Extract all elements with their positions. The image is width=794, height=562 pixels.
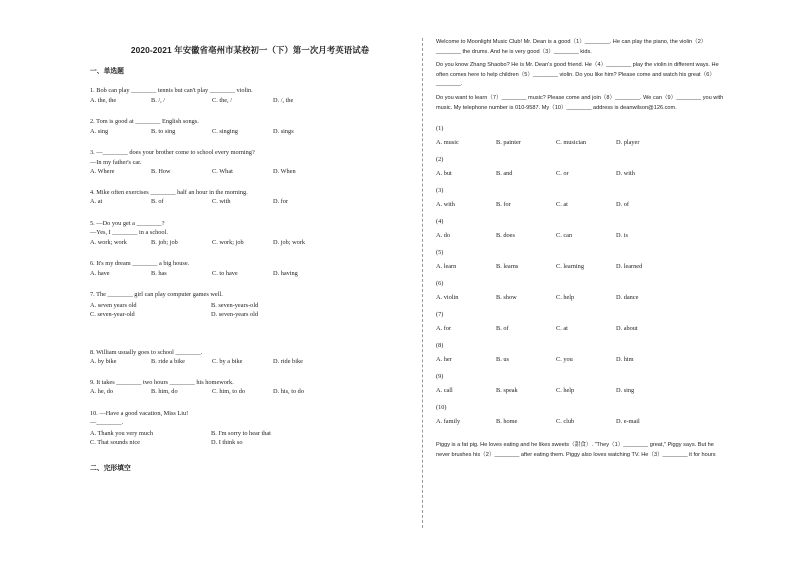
cloze-option: D. is <box>616 232 628 240</box>
answer-option: C. That sounds nice <box>90 439 140 446</box>
answer-options <box>90 197 410 207</box>
question-stem-line2: —In my father's car. <box>90 158 142 166</box>
question-stem: 7. The ________ girl can play computer games well. <box>90 291 223 298</box>
answer-option: D. ride bike <box>273 358 303 365</box>
answer-option: A. Where <box>90 168 115 175</box>
cloze-option: B. and <box>496 170 513 178</box>
cloze-option: A. with <box>436 201 455 209</box>
cloze-item <box>436 124 768 147</box>
cloze-option: D. about <box>616 325 638 333</box>
cloze-options <box>436 138 768 147</box>
answer-options <box>90 167 410 177</box>
right-column <box>436 38 768 460</box>
question-item <box>90 148 410 177</box>
answer-options <box>90 127 410 137</box>
answer-option: C. with <box>212 198 231 205</box>
cloze-number: (10) <box>436 404 447 412</box>
column-divider <box>422 38 423 528</box>
cloze-options <box>436 200 768 209</box>
cloze-option: A. violin <box>436 294 459 302</box>
cloze-options <box>436 169 768 178</box>
cloze-options <box>436 231 768 240</box>
answer-option: A. sing <box>90 127 109 135</box>
cloze-options-list <box>436 124 768 426</box>
passage-line: never brushes his（2）________ after eating them. Piggy also loves watching TV. He（3）________ it for hours <box>436 451 716 458</box>
answer-option: D. /, the <box>273 96 294 104</box>
answer-option: D. for <box>273 198 289 205</box>
cloze-item <box>436 155 768 178</box>
cloze-number: (6) <box>436 280 444 288</box>
question-list <box>90 86 410 448</box>
question-item <box>90 290 410 320</box>
answer-option: A. Thank you very much <box>90 429 154 437</box>
answer-option: C. What <box>212 168 233 175</box>
question-stem-line2: —Yes, I ________ in a school. <box>90 229 168 236</box>
question-item <box>90 117 410 136</box>
cloze-option: B. us <box>496 356 509 364</box>
answer-options <box>90 238 410 248</box>
answer-option: D. his, to do <box>273 388 304 395</box>
answer-option: C. him, to do <box>212 388 246 395</box>
answer-option: B. seven-years-old <box>211 301 259 309</box>
answer-option: C. by a bike <box>212 358 243 365</box>
cloze-passage-1 <box>436 38 768 113</box>
answer-option: B. job; job <box>151 238 178 246</box>
question-stem: 9. It takes ________ two hours ________ his homework. <box>90 378 234 386</box>
cloze-number: (5) <box>436 249 444 257</box>
question-item <box>90 259 410 278</box>
question-stem: 2. Tom is good at ________ English songs. <box>90 118 199 125</box>
answer-option: B. him, do <box>151 388 178 395</box>
cloze-option: D. sing <box>616 387 635 395</box>
passage-line: Welcome to Moonlight Music Club! Mr. Dean is a good（1）________. He can play the piano, the violin（2） <box>436 39 707 45</box>
cloze-option: A. call <box>436 387 453 395</box>
cloze-option: A. for <box>436 325 452 333</box>
question-item <box>90 219 410 248</box>
cloze-option: D. him <box>616 356 634 364</box>
cloze-item <box>436 248 768 271</box>
cloze-option: A. learn <box>436 263 457 271</box>
cloze-option: B. does <box>496 232 515 240</box>
cloze-option: C. at <box>556 201 568 209</box>
question-item <box>90 409 410 448</box>
answer-option: B. to sing <box>151 127 176 135</box>
answer-option: B. I'm sorry to hear that <box>211 429 271 437</box>
cloze-option: C. club <box>556 418 575 426</box>
cloze-option: C. you <box>556 356 573 364</box>
page-title: 2020-2021 年安徽省亳州市某校初一（下）第一次月考英语试卷 <box>130 45 370 55</box>
cloze-options <box>436 417 768 426</box>
cloze-option: A. but <box>436 170 452 178</box>
answer-option: C. work; job <box>212 238 244 246</box>
passage-line: Do you want to learn（7）________ music? Please come and join（8）________. We can（9）________ you with <box>436 94 724 101</box>
passage-line: ________ the drums. And he is very good（3）________ kids. <box>436 48 592 55</box>
cloze-options <box>436 324 768 333</box>
question-stem: 10. —Have a good vacation, Miss Liu! <box>90 409 189 417</box>
cloze-option: B. show <box>496 294 517 302</box>
cloze-number: (2) <box>436 156 444 164</box>
cloze-option: A. her <box>436 356 452 364</box>
cloze-options <box>436 355 768 364</box>
cloze-option: C. at <box>556 325 568 333</box>
cloze-item <box>436 217 768 240</box>
question-item <box>90 188 410 207</box>
answer-option: B. How <box>151 168 171 175</box>
question-stem: 4. Mike often exercises ________ half an hour in the morning. <box>90 188 248 196</box>
cloze-option: B. learns <box>496 263 519 271</box>
cloze-option: A. do <box>436 232 450 240</box>
answer-option: A. by bike <box>90 358 117 365</box>
question-stem-line2: —________. <box>90 419 124 426</box>
cloze-item <box>436 372 768 395</box>
cloze-item <box>436 310 768 333</box>
cloze-option: A. music <box>436 139 459 147</box>
answer-options <box>90 96 410 106</box>
question-item <box>90 348 410 367</box>
answer-options <box>90 301 410 320</box>
cloze-option: B. for <box>496 201 511 209</box>
cloze-option: A. family <box>436 418 461 426</box>
cloze-option: B. home <box>496 418 518 426</box>
answer-option: D. seven-years old <box>211 311 259 318</box>
answer-option: D. job; work <box>273 238 306 246</box>
cloze-option: B. speak <box>496 387 518 395</box>
answer-options <box>90 429 410 448</box>
question-stem: 1. Bob can play ________ tennis but can't play ________ violin. <box>90 87 253 94</box>
cloze-option: B. of <box>496 325 509 333</box>
cloze-option: C. musician <box>556 139 587 147</box>
cloze-number: (7) <box>436 311 444 319</box>
answer-option: B. has <box>151 269 167 277</box>
cloze-option: C. or <box>556 170 569 178</box>
question-item <box>90 86 410 105</box>
cloze-option: C. learning <box>556 263 584 271</box>
answer-options <box>90 357 410 367</box>
cloze-option: C. help <box>556 387 575 395</box>
cloze-option: D. of <box>616 201 629 209</box>
answer-options <box>90 269 410 279</box>
answer-option: C. seven-year-old <box>90 311 135 318</box>
question-stem: 8. William usually goes to school ________. <box>90 348 203 356</box>
answer-option: D. sings <box>273 127 294 135</box>
cloze-option: B. painter <box>496 139 521 147</box>
answer-option: D. I think so <box>211 439 243 446</box>
passage-line: Piggy is a fat pig. He loves eating and he likes sweets（甜食）. "They（1）________ great," Piggy says. But he <box>436 442 714 449</box>
cloze-item <box>436 341 768 364</box>
cloze-options <box>436 293 768 302</box>
question-stem: 3. —________ does your brother come to school every morning? <box>90 149 255 156</box>
cloze-number: (8) <box>436 342 444 350</box>
cloze-option: D. dance <box>616 294 639 302</box>
answer-option: C. singing <box>212 127 238 135</box>
answer-option: C. to have <box>212 269 238 277</box>
cloze-number: (1) <box>436 125 444 133</box>
answer-option: C. the, / <box>212 96 232 104</box>
cloze-passage-2 <box>436 441 768 460</box>
answer-option: D. having <box>273 269 298 277</box>
passage-line: music. My telephone number is 010-9587. My（10）________ address is deanwilson@126.com. <box>436 104 677 111</box>
cloze-number: (9) <box>436 373 444 381</box>
cloze-options <box>436 386 768 395</box>
cloze-number: (4) <box>436 218 444 226</box>
question-stem: 6. It's my dream ________ a big house. <box>90 260 190 267</box>
cloze-option: D. player <box>616 139 640 147</box>
passage-line: Do you know Zhang Shaobo? He is Mr. Dean's good friend. He（4）________ play the violin in different ways. He <box>436 62 719 69</box>
answer-option: B. ride a bike <box>151 358 185 365</box>
left-column <box>90 44 410 483</box>
passage-line: often comes here to help children（5）________ violin. Do you like him? Please come and watch his great（6） <box>436 71 715 78</box>
answer-option: A. he, do <box>90 388 114 395</box>
question-stem: 5. —Do you get a ________? <box>90 219 165 227</box>
answer-option: B. /, / <box>151 96 165 104</box>
cloze-item <box>436 279 768 302</box>
section-heading-cloze: 二、完形填空 <box>90 464 131 472</box>
answer-option: D. When <box>273 168 296 175</box>
cloze-option: C. can <box>556 232 573 240</box>
answer-option: B. of <box>151 198 164 205</box>
answer-option: A. at <box>90 198 103 205</box>
cloze-item <box>436 403 768 426</box>
cloze-item <box>436 186 768 209</box>
passage-line: ________. <box>436 81 463 88</box>
question-item <box>90 378 410 397</box>
section-heading-single-choice: 一、单选题 <box>90 68 124 75</box>
cloze-option: C. help <box>556 294 575 302</box>
cloze-options <box>436 262 768 271</box>
answer-option: A. seven years old <box>90 301 137 309</box>
answer-options <box>90 387 410 397</box>
cloze-number: (3) <box>436 187 444 195</box>
cloze-option: D. learned <box>616 263 643 271</box>
cloze-option: D. with <box>616 170 635 178</box>
cloze-option: D. e-mail <box>616 418 640 426</box>
answer-option: A. have <box>90 269 110 277</box>
answer-option: A. work; work <box>90 238 127 246</box>
answer-option: A. the, the <box>90 96 117 104</box>
